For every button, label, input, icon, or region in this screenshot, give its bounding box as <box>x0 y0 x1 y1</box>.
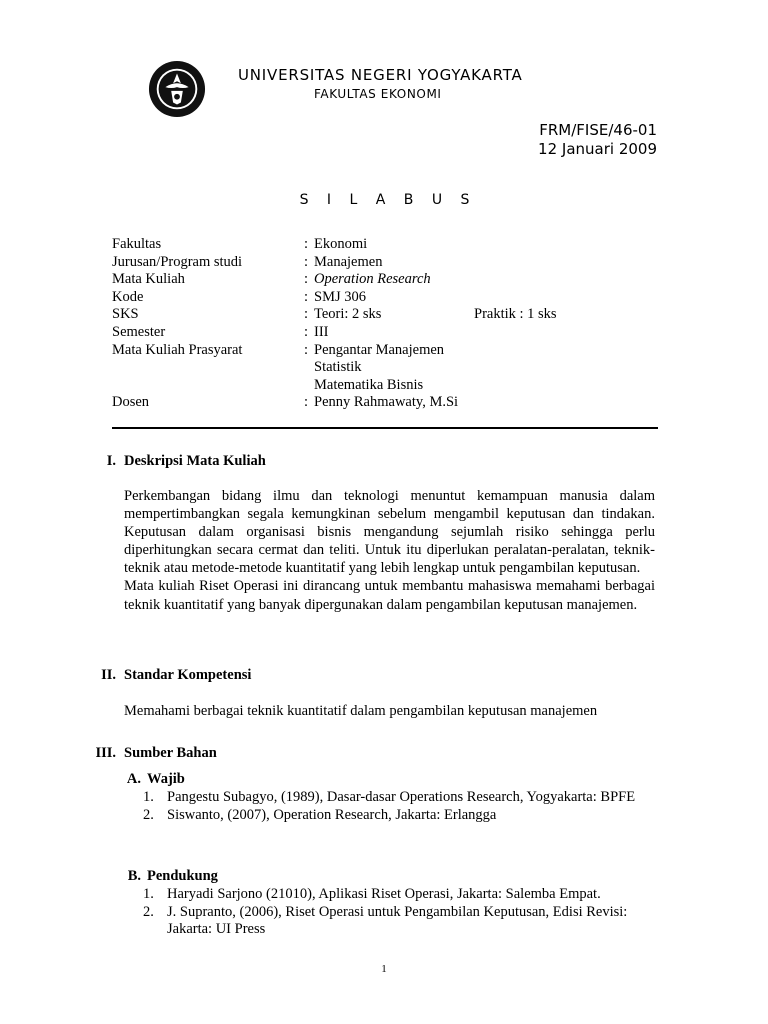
list-item-number: 2. <box>143 903 154 920</box>
info-value: III <box>314 323 329 340</box>
info-row-jurusan <box>112 254 557 272</box>
list-item <box>143 886 657 904</box>
list-item-text: J. Supranto, (2006), Riset Operasi untuk Pengambilan Keputusan, Edisi Revisi: Jakarta: UI Press <box>167 903 628 937</box>
section-number: I. <box>106 453 116 469</box>
info-label: Dosen <box>112 394 150 411</box>
info-label: Mata Kuliah <box>112 271 185 288</box>
section-title: Sumber Bahan <box>124 745 217 761</box>
info-separator: : <box>304 306 309 323</box>
info-separator: : <box>304 394 309 411</box>
section-heading-sumber-bahan <box>95 745 217 762</box>
reference-list-pendukung <box>143 886 657 939</box>
info-label: Semester <box>112 323 166 340</box>
info-separator: : <box>304 236 309 252</box>
form-code: FRM/FISE/46-01 <box>539 121 657 139</box>
section-body-deskripsi <box>124 487 655 614</box>
section-number: III. <box>95 745 116 761</box>
section-number: II. <box>101 667 116 683</box>
info-label: SKS <box>112 306 139 323</box>
university-seal-logo <box>148 60 206 118</box>
list-item-number: 2. <box>143 806 154 823</box>
page-number: 1 <box>381 963 387 975</box>
list-item <box>143 903 657 939</box>
section-body-standar-kompetensi: Memahami berbagai teknik kuantitatif dalam pengambilan keputusan manajemen <box>124 703 598 719</box>
info-row-dosen <box>112 394 557 412</box>
info-value: Statistik <box>314 359 362 376</box>
list-item <box>143 806 657 825</box>
info-value: Matematika Bisnis <box>314 376 424 393</box>
faculty-name: FAKULTAS EKONOMI <box>314 87 442 101</box>
info-label: Kode <box>112 288 144 305</box>
subsection-letter: A. <box>126 771 141 787</box>
info-separator: : <box>304 288 309 305</box>
info-value-list <box>314 342 514 395</box>
paragraph: Mata kuliah Riset Operasi ini dirancang untuk membantu mahasiswa memahami berbagai teknik kuantitatif yang banyak dipergunakan dalam pengambilan keputusan manajemen. <box>124 578 655 613</box>
info-row-mata-kuliah <box>112 271 557 289</box>
info-row-fakultas <box>112 236 557 254</box>
info-value: Operation Research <box>314 271 431 288</box>
list-item-number: 1. <box>143 789 154 805</box>
info-separator: : <box>304 271 309 288</box>
info-value: Ekonomi <box>314 236 368 252</box>
section-heading-deskripsi <box>106 453 266 470</box>
info-value-praktik: Praktik : 1 sks <box>474 306 557 323</box>
list-item-text: Siswanto, (2007), Operation Research, Jakarta: Erlangga <box>167 806 497 823</box>
info-separator: : <box>304 341 309 358</box>
subsection-letter: B. <box>127 868 141 884</box>
subsection-title: Wajib <box>147 771 185 787</box>
section-title: Standar Kompetensi <box>124 667 252 683</box>
info-row-sks <box>112 306 557 324</box>
info-row-prasyarat <box>112 342 557 395</box>
info-value: Penny Rahmawaty, M.Si <box>314 394 459 411</box>
info-row-semester <box>112 324 557 342</box>
list-item <box>143 789 657 807</box>
university-name: UNIVERSITAS NEGERI YOGYAKARTA <box>238 66 523 84</box>
info-value: Manajemen <box>314 253 383 270</box>
info-label: Mata Kuliah Prasyarat <box>112 341 243 358</box>
info-separator: : <box>304 253 309 270</box>
paragraph: Perkembangan bidang ilmu dan teknologi menuntut kemampuan manusia dalam mempertimbangkan segala kemungkinan sebelum mengambil keputusan dan tindakan. Keputusan dalam organisasi bisnis mengandung sejumlah risiko sehingga perlu diperhitungkan secara cermat dan teliti. Untuk itu diperlukan peralatan-peralatan, teknik-teknik atau metode-metode kuantitatif yang lebih lengkap untuk pengambilan keputusan. <box>124 488 655 577</box>
info-label: Fakultas <box>112 236 162 252</box>
info-value: Pengantar Manajemen <box>314 341 445 358</box>
form-date: 12 Januari 2009 <box>538 140 657 158</box>
subsection-heading-wajib <box>126 771 185 788</box>
horizontal-divider <box>112 427 658 429</box>
list-item-text: Haryadi Sarjono (21010), Aplikasi Riset Operasi, Jakarta: Salemba Empat. <box>167 886 601 902</box>
subsection-title: Pendukung <box>147 868 218 884</box>
list-item-number: 1. <box>143 886 154 902</box>
section-title: Deskripsi Mata Kuliah <box>124 453 266 469</box>
reference-list-wajib <box>143 789 657 824</box>
info-value: Teori: 2 sks <box>314 306 382 323</box>
course-info-table <box>112 236 557 412</box>
info-label: Jurusan/Program studi <box>112 253 243 270</box>
info-value: SMJ 306 <box>314 288 366 305</box>
info-row-kode <box>112 289 557 307</box>
document-title: S I L A B U S <box>299 192 477 208</box>
section-heading-standar-kompetensi <box>101 667 252 684</box>
info-separator: : <box>304 323 309 340</box>
list-item-text: Pangestu Subagyo, (1989), Dasar-dasar Operations Research, Yogyakarta: BPFE <box>167 789 636 805</box>
subsection-heading-pendukung <box>127 868 218 885</box>
